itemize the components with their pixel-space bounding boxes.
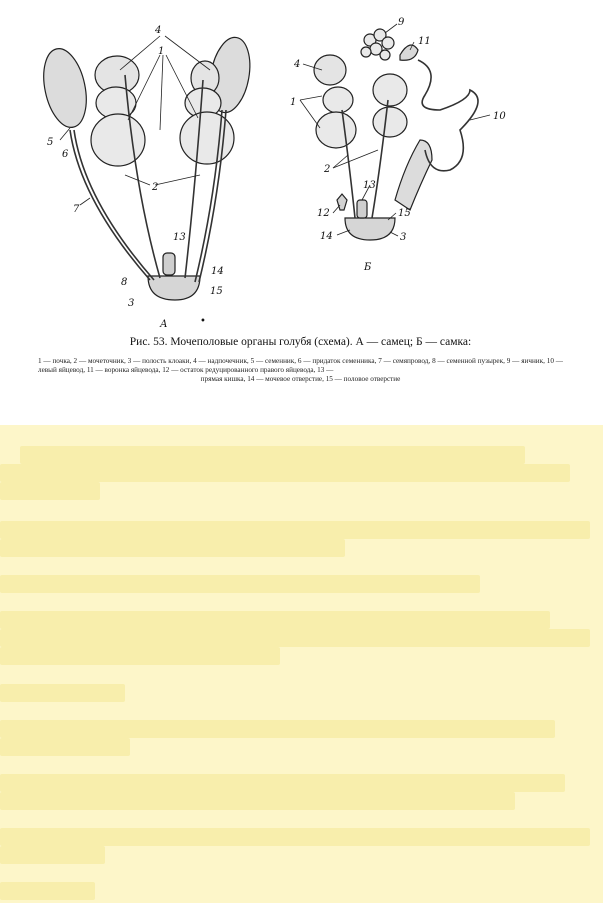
blurred-line xyxy=(0,464,570,482)
vestigial-right-oviduct xyxy=(337,194,347,210)
figure-panel xyxy=(0,0,603,425)
rectum xyxy=(357,200,367,218)
blurred-line xyxy=(0,792,515,810)
label-a-2: 2 xyxy=(152,182,159,193)
blurred-line xyxy=(0,482,100,500)
label-b-2: 2 xyxy=(324,164,331,175)
blurred-line xyxy=(0,846,105,864)
panel-a-label: А xyxy=(160,319,168,330)
label-a-5: 5 xyxy=(47,137,54,148)
cloaca xyxy=(148,276,200,300)
label-a-3: 3 xyxy=(128,298,135,309)
label-b-11: 11 xyxy=(418,36,431,47)
panel-b-labels xyxy=(290,17,506,273)
blurred-line xyxy=(0,684,125,702)
blurred-line xyxy=(0,828,590,846)
left-kidney-lobe xyxy=(316,112,356,148)
blurred-line xyxy=(0,738,130,756)
label-a-15: 15 xyxy=(210,286,223,297)
blurred-line xyxy=(0,521,590,539)
pigeon-urogenital-illustration xyxy=(0,0,603,330)
label-a-7: 7 xyxy=(73,204,80,215)
left-testis xyxy=(37,45,93,132)
blurred-line xyxy=(0,539,345,557)
blurred-line xyxy=(0,647,280,665)
blurred-line xyxy=(0,611,550,629)
label-b-14: 14 xyxy=(320,231,333,242)
panel-a-drawing xyxy=(37,34,255,300)
rectum xyxy=(163,253,175,275)
panel-b-label: Б xyxy=(364,262,372,273)
right-kidney-lobe xyxy=(373,74,407,106)
cloaca xyxy=(345,218,395,240)
left-kidney-lobe xyxy=(323,87,353,113)
label-b-3: 3 xyxy=(400,232,407,243)
blurred-line xyxy=(0,575,480,593)
legend-last-line: прямая кишка, 14 — мочевое отверстие, 15 — половое отверстие xyxy=(200,375,401,383)
left-oviduct xyxy=(395,140,432,210)
oviduct-funnel xyxy=(400,45,418,60)
label-b-15: 15 xyxy=(398,208,411,219)
legend-text: 1 — почка, 2 — мочеточник, 3 — полость клоаки, 4 — надпочечник, 5 — семенник, 6 — придаток семенника, 7 — семяпровод, 8 — семенной пузырек, 9 — яичник, 10 — левый яйцевод, 11 — воронка яйцевода, 12 — остаток редуцированного правого яйцевода, 13 — xyxy=(38,357,563,374)
blurred-line xyxy=(20,446,525,464)
left-kidney-lobe xyxy=(91,114,145,166)
blurred-line xyxy=(0,882,95,900)
blurred-line xyxy=(0,720,555,738)
label-b-10: 10 xyxy=(493,111,506,122)
label-b-4: 4 xyxy=(294,59,301,70)
figure-legend xyxy=(38,357,563,384)
label-a-13: 13 xyxy=(173,232,186,243)
label-b-1: 1 xyxy=(290,97,297,108)
left-adrenal xyxy=(314,55,346,85)
label-a-6: 6 xyxy=(62,149,69,160)
label-a-8: 8 xyxy=(121,277,128,288)
right-kidney-lobe xyxy=(373,107,407,137)
label-a-4: 4 xyxy=(155,25,162,36)
dot-mark: • xyxy=(200,316,206,327)
blurred-line xyxy=(0,774,565,792)
blurred-line xyxy=(0,629,590,647)
label-b-9: 9 xyxy=(398,17,405,28)
label-b-13: 13 xyxy=(363,180,376,191)
label-a-1: 1 xyxy=(158,46,165,57)
label-a-14: 14 xyxy=(211,266,224,277)
figure-caption: Рис. 53. Мочеполовые органы голубя (схема). А — самец; Б — самка: xyxy=(129,336,472,348)
label-b-12: 12 xyxy=(317,208,330,219)
